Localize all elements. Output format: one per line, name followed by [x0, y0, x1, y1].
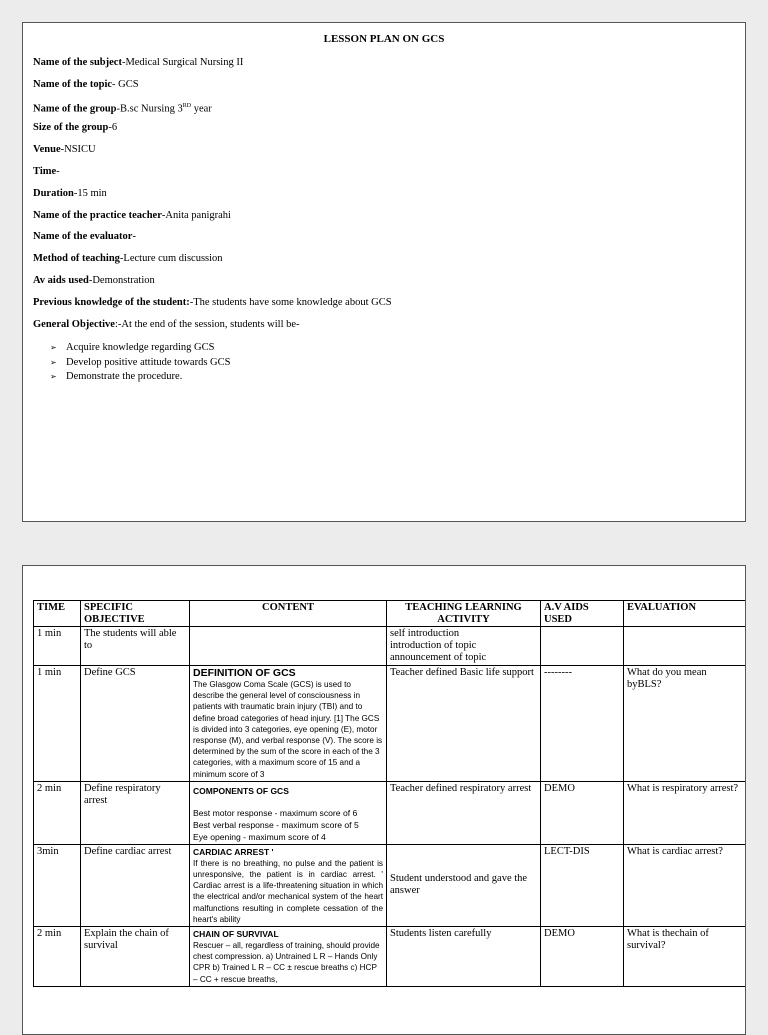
cell-objective: Define respiratory arrest: [81, 781, 190, 844]
col-av-aids: A.V AIDS USED: [541, 601, 624, 627]
field-label: General Objective: [33, 318, 115, 330]
field-value: GCS: [118, 78, 139, 90]
field-separator: -: [73, 187, 78, 199]
content-heading: CARDIAC ARREST ': [193, 846, 274, 857]
objective-text: Develop positive attitude towards GCS: [66, 356, 231, 368]
table-row: [34, 927, 747, 987]
field-separator: -: [189, 296, 194, 308]
detail-field: [33, 230, 735, 252]
detail-field: [33, 143, 735, 165]
cell-evaluation: What is cardiac arrest?: [624, 844, 747, 926]
detail-field: [33, 187, 735, 209]
detail-field: [33, 100, 735, 122]
field-label: Name of the practice teacher: [33, 209, 162, 221]
field-label: Previous knowledge of the student:: [33, 296, 190, 308]
field-label: Name of the subject: [33, 57, 122, 68]
page-title: LESSON PLAN ON GCS: [323, 33, 445, 45]
field-separator: -: [56, 165, 60, 177]
col-content: CONTENT: [190, 601, 387, 627]
cell-aids: DEMO: [541, 927, 624, 987]
field-label: Duration: [33, 187, 74, 199]
content-heading: CHAIN OF SURVIVAL: [193, 929, 279, 940]
detail-field: [33, 56, 735, 78]
field-label: Method of teaching: [33, 253, 120, 265]
cell-time: 2 min: [34, 927, 81, 987]
field-value: Anita panigrahi: [165, 209, 231, 221]
col-teaching-learning-activity: TEACHING LEARNING ACTIVITY: [387, 601, 541, 627]
cell-activity: Teacher defined respiratory arrest: [387, 781, 541, 844]
field-separator: -: [60, 144, 65, 156]
content-text: Best motor response - maximum score of 6 Best verbal response - maximum score of 5 Eye opening - maximum score of 4: [193, 807, 359, 842]
cell-activity: Students listen carefully: [387, 927, 541, 987]
cell-content: [190, 627, 387, 666]
cell-time: 1 min: [34, 666, 81, 782]
table-header-row: [34, 601, 747, 627]
content-text: The Glasgow Coma Scale (GCS) is used to describe the general level of consciousness in patients with traumatic brain injury (TBI) and to define broad categories of head injury. [1] The GCS is divided into 3 categories, eye opening (E), motor response (M), and verbal response (V). The score is determined by the sum of the score in each of the 3 categories, with a maximum score of 15 and a minimum score of 3: [193, 680, 383, 779]
field-separator: :-: [114, 318, 122, 330]
detail-field: [33, 318, 735, 340]
field-superscript: RD: [182, 102, 192, 109]
field-value: 15 min: [77, 187, 107, 199]
field-separator: -: [121, 57, 126, 68]
objective-list: [50, 341, 230, 385]
cell-objective: The students will able to: [81, 627, 190, 666]
cell-activity: Student understood and gave the answer: [387, 844, 541, 926]
content-heading: DEFINITION OF GCS: [193, 667, 296, 679]
field-value: Demonstration: [92, 274, 155, 286]
col-specific-objective: SPECIFIC OBJECTIVE: [81, 601, 190, 627]
arrow-bullet-icon: ➢: [50, 372, 57, 381]
cell-content: [190, 666, 387, 782]
field-label: Name of the group: [33, 103, 117, 115]
objective-text: Demonstrate the procedure.: [66, 371, 183, 382]
field-label: Name of the evaluator: [33, 231, 133, 243]
field-value: NSICU: [64, 144, 96, 156]
field-value: At the end of the session, students will be-: [121, 318, 300, 330]
field-separator: -: [112, 78, 119, 90]
detail-field: [33, 274, 735, 296]
lesson-details: [33, 56, 735, 339]
cell-activity: self introduction introduction of topic announcement of topic: [387, 627, 541, 666]
cell-evaluation: What is respiratory arrest?: [624, 781, 747, 844]
table-row: [34, 627, 747, 666]
cell-time: 3min: [34, 844, 81, 926]
field-value: The students have some knowledge about GCS: [193, 296, 392, 308]
field-value: 6: [111, 122, 118, 134]
cell-evaluation: What is thechain of survival?: [624, 927, 747, 987]
field-value: Medical Surgical Nursing II: [125, 57, 244, 68]
col-time: TIME: [34, 601, 81, 627]
field-label: Venue: [33, 144, 61, 156]
cell-evaluation: What do you mean byBLS?: [624, 666, 747, 782]
field-separator: -: [88, 274, 93, 286]
detail-field: [33, 209, 735, 231]
objective-text: Acquire knowledge regarding GCS: [66, 342, 215, 353]
table-row: [34, 666, 747, 782]
field-label: Av aids used: [33, 274, 89, 286]
detail-field: [33, 296, 735, 318]
cell-content: [190, 927, 387, 987]
arrow-bullet-icon: ➢: [50, 343, 57, 352]
content-text: If there is no breathing, no pulse and the patient is unresponsive, the patient is in cardiac arrest. ' Cardiac arrest is a life-threatening situation in which the electrical and/or mechanical system of the heart malfunctions resulting in complete cessation of the heart's ability: [193, 858, 383, 924]
field-label: Time: [33, 165, 57, 177]
cell-content: [190, 781, 387, 844]
cell-time: 1 min: [34, 627, 81, 666]
field-value: B.sc Nursing 3: [120, 103, 183, 115]
field-separator: -: [108, 122, 112, 134]
cell-activity: Teacher defined Basic life support: [387, 666, 541, 782]
cell-objective: Explain the chain of survival: [81, 927, 190, 987]
lesson-plan-page-2: [22, 565, 746, 1035]
cell-aids: LECT-DIS: [541, 844, 624, 926]
table-row: [34, 781, 747, 844]
field-separator: -: [132, 231, 136, 243]
field-separator: -: [119, 253, 124, 265]
field-value: Lecture cum discussion: [123, 253, 223, 265]
col-evaluation: EVALUATION: [624, 601, 747, 627]
list-item: [50, 370, 230, 385]
content-text: Rescuer – all, regardless of training, should provide chest compression. a) Untrained L R – Hands Only CPR b) Trained L R – CC ± rescue breaths c) HCP – CC + rescue breaths,: [193, 941, 380, 984]
cell-objective: Define GCS: [81, 666, 190, 782]
cell-aids: DEMO: [541, 781, 624, 844]
cell-aids: [541, 627, 624, 666]
field-label: Name of the topic: [33, 78, 113, 90]
cell-content: [190, 844, 387, 926]
lesson-plan-page-1: [22, 22, 746, 522]
field-label: Size of the group: [33, 122, 109, 134]
lesson-plan-table: [33, 600, 746, 987]
detail-field: [33, 121, 735, 143]
field-separator: -: [116, 103, 121, 115]
list-item: [50, 341, 230, 356]
content-heading: COMPONENTS OF GCS: [193, 785, 289, 796]
table-row: [34, 844, 747, 926]
field-suffix: year: [191, 103, 212, 115]
cell-time: 2 min: [34, 781, 81, 844]
detail-field: [33, 252, 735, 274]
list-item: [50, 356, 230, 371]
detail-field: [33, 78, 735, 100]
cell-evaluation: [624, 627, 747, 666]
cell-aids: --------: [541, 666, 624, 782]
cell-objective: Define cardiac arrest: [81, 844, 190, 926]
field-separator: -: [161, 209, 166, 221]
detail-field: [33, 165, 735, 187]
arrow-bullet-icon: ➢: [50, 357, 57, 367]
